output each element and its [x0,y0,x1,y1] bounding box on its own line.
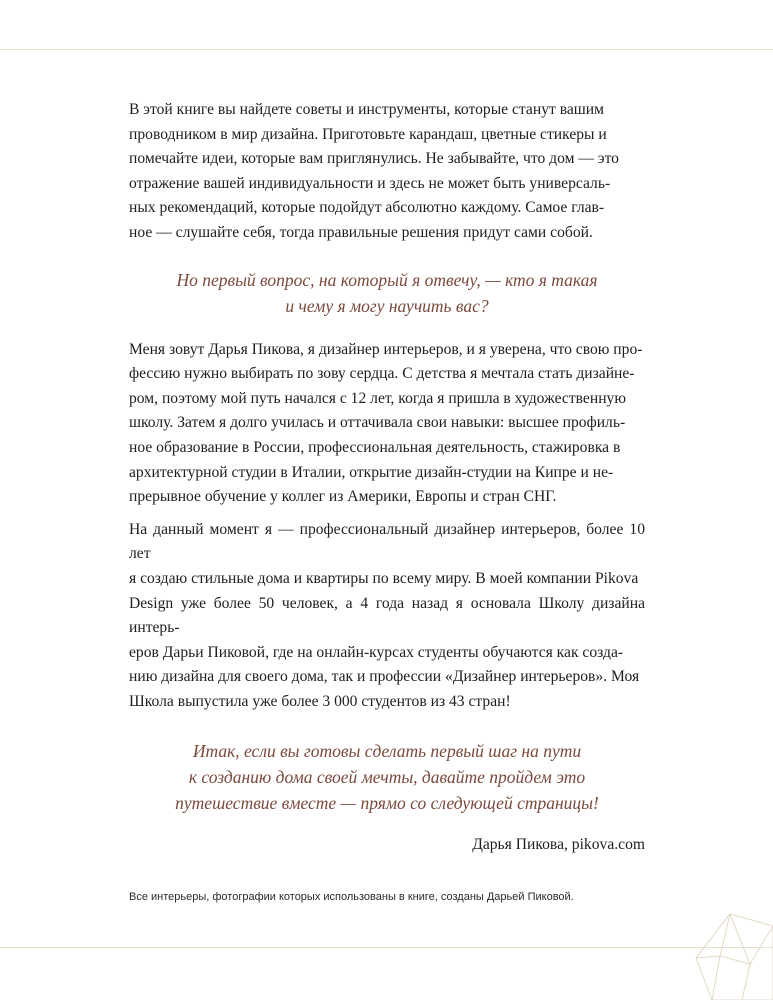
paragraph-line: фессию нужно выбирать по зову сердца. С детства я мечтала стать дизайне- [129,365,635,383]
bottom-divider [0,947,773,948]
paragraph-line: На данный момент я — профессиональный дизайнер интерьеров, более 10 лет [129,520,645,563]
footnote: Все интерьеры, фотографии которых использованы в книге, созданы Дарьей Пиковой. [129,891,574,903]
paragraph-line: Школа выпустила уже более 3 000 студентов из 43 стран! [129,692,511,710]
pull-quote-invite [129,738,645,816]
paragraph-line: проводником в мир дизайна. Приготовьте карандаш, цветные стикеры и [129,125,607,143]
paragraph-now [129,518,645,715]
paragraph-line: нию дизайна для своего дома, так и профессии «Дизайнер интерьеров». Моя [129,668,640,686]
paragraph-line: школу. Затем я долго училась и оттачивала свои навыки: высшее профиль- [129,414,626,432]
paragraph-line: еров Дарьи Пиковой, где на онлайн-курсах студенты обучаются как созда- [129,643,624,661]
paragraph-line: отражение вашей индивидуальности и здесь не может быть универсаль- [129,174,611,192]
paragraph-line: помечайте идеи, которые вам приглянулись. Не забывайте, что дом — это [129,150,619,168]
paragraph-line: Design уже более 50 человек, а 4 года назад я основала Школу дизайна интерь- [129,594,645,637]
paragraph-line: Меня зовут Дарья Пикова, я дизайнер интерьеров, и я уверена, что свою про- [129,340,643,358]
paragraph-line: ное — слушайте себя, тогда правильные решения придут сами собой. [129,223,593,241]
paragraph-line: В этой книге вы найдете советы и инструменты, которые станут вашим [129,101,604,118]
paragraph-about [129,338,645,510]
quote-line: путешествие вместе — прямо со следующей страницы! [175,793,599,814]
paragraph-line: архитектурной студии в Италии, открытие дизайн-студии на Кипре и не- [129,463,614,481]
paragraph-intro [129,98,645,246]
quote-line: и чему я могу научить вас? [285,295,489,316]
decorative-gem-outline-icon [690,912,773,1000]
paragraph-line: ное образование в России, профессиональная деятельность, стажировка в [129,438,621,456]
quote-line: к созданию дома своей мечты, давайте пройдем это [188,767,586,788]
quote-line: Итак, если вы готовы сделать первый шаг на пути [192,741,582,762]
top-divider [0,49,773,50]
paragraph-line: прерывное обучение у коллег из Америки, Европы и стран СНГ. [129,488,557,506]
paragraph-line: ных рекомендаций, которые подойдут абсолютно каждому. Самое глав- [129,199,605,217]
pull-quote-question [129,267,645,319]
quote-line: Но первый вопрос, на который я отвечу, — кто я такая [176,269,598,290]
page-body [129,98,645,857]
paragraph-line: я создаю стильные дома и квартиры по всему миру. В моей компании Pikova [129,569,639,587]
author-signature: Дарья Пикова, pikova.com [472,836,645,854]
paragraph-line: ром, поэтому мой путь начался с 12 лет, когда я пришла в художественную [129,389,626,407]
